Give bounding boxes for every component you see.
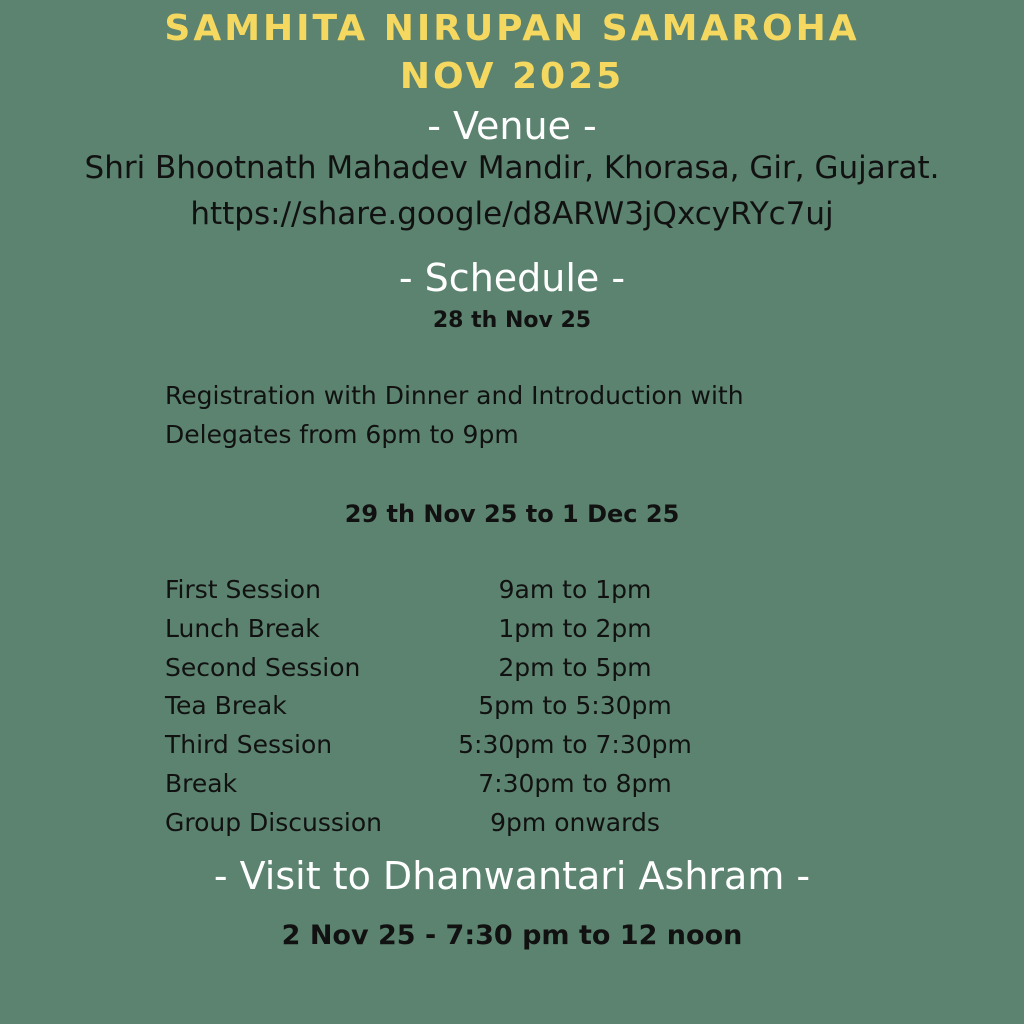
schedule-row-label: Lunch Break [165, 613, 320, 643]
day1-description-line2: Delegates from 6pm to 9pm [165, 420, 519, 449]
schedule-row-label: Group Discussion [165, 807, 383, 837]
visit-date-time: 2 Nov 25 - 7:30 pm to 12 noon [281, 920, 743, 951]
schedule-row-time: 9am to 1pm [498, 575, 652, 604]
schedule-row [0, 653, 1024, 687]
venue-heading: - Venue - [427, 104, 597, 148]
schedule-heading: - Schedule - [398, 256, 626, 300]
day1-date: 28 th Nov 25 [432, 308, 592, 333]
schedule-row-time: 2pm to 5pm [498, 652, 652, 682]
schedule-row-time: 9pm onwards [490, 807, 660, 837]
venue-link[interactable]: https://share.google/d8ARW3jQxcyRYc7uj [190, 196, 834, 232]
schedule-row [0, 614, 1024, 648]
schedule-row-label: Second Session [165, 652, 361, 682]
schedule-row [0, 769, 1024, 803]
schedule-row [0, 575, 1024, 609]
days-range: 29 th Nov 25 to 1 Dec 25 [344, 500, 680, 528]
schedule-row-time: 5:30pm to 7:30pm [458, 730, 692, 760]
schedule-row [0, 730, 1024, 764]
schedule-row-time: 5pm to 5:30pm [478, 691, 672, 721]
event-title: SAMHITA NIRUPAN SAMAROHA [164, 8, 860, 49]
schedule-row-time: 7:30pm to 8pm [478, 769, 672, 798]
schedule-row-time: 1pm to 2pm [498, 613, 652, 643]
schedule-row-label: First Session [165, 575, 321, 604]
visit-heading: - Visit to Dhanwantari Ashram - [213, 854, 811, 898]
day1-description-line1: Registration with Dinner and Introduction with [165, 381, 744, 410]
schedule-row-label: Third Session [165, 730, 333, 760]
event-date-title: NOV 2025 [399, 56, 625, 97]
venue-address: Shri Bhootnath Mahadev Mandir, Khorasa, Gir, Gujarat. [84, 150, 940, 186]
schedule-row-label: Break [165, 769, 238, 798]
schedule-row-label: Tea Break [165, 691, 287, 721]
schedule-row [0, 808, 1024, 842]
schedule-row [0, 691, 1024, 725]
